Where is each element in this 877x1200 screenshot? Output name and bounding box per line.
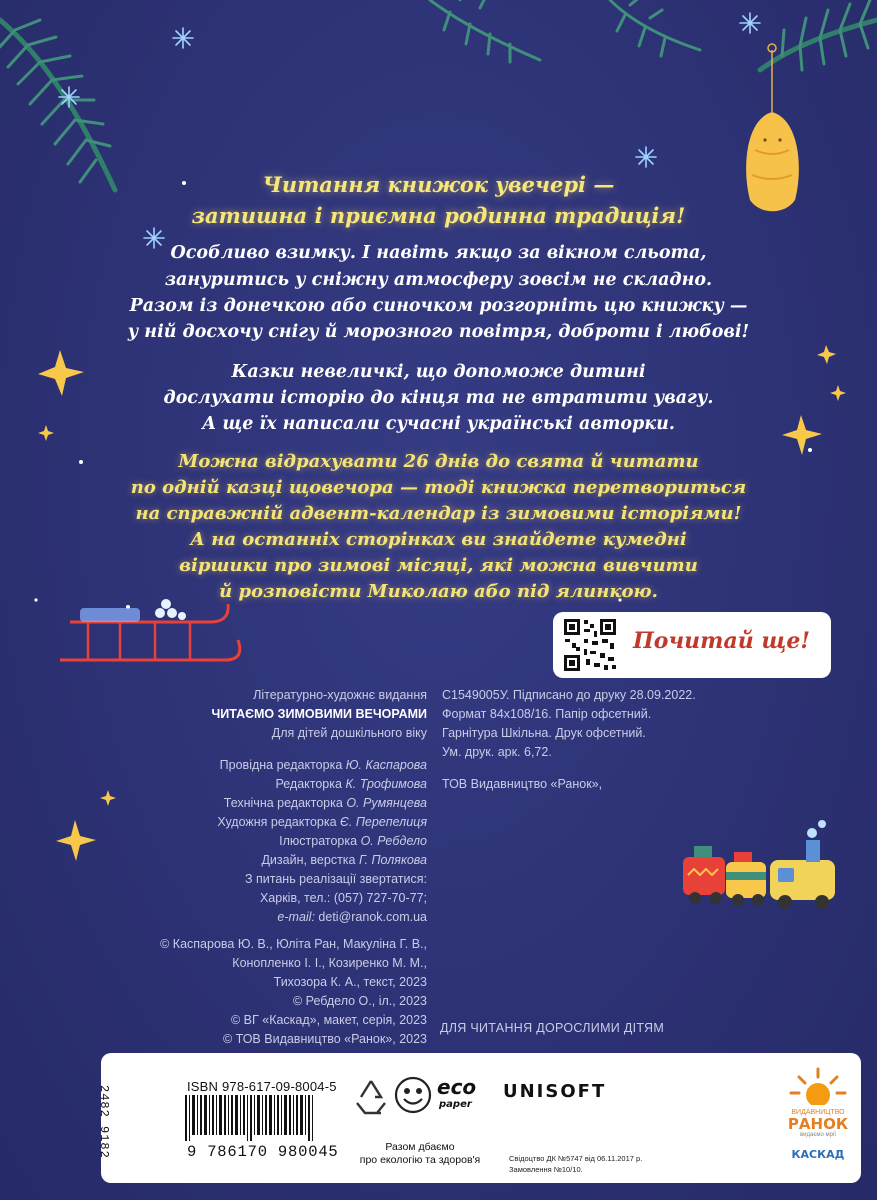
copyright-line: © ТОВ Видавництво «Ранок», 2023	[222, 1032, 427, 1046]
print-info-line: Ум. друк. арк. 6,72.	[442, 745, 552, 759]
intro-line: Разом із донечкою або синочком розгорніть цю книжку —	[129, 296, 748, 316]
print-info-line: С1549005У. Підписано до друку 28.09.2022.	[442, 688, 696, 702]
qr-code-icon[interactable]	[562, 617, 618, 673]
imprint-genre: Літературно-художнє видання	[253, 688, 427, 702]
train-icon	[683, 820, 835, 909]
advent-line: віршики про зимові місяці, які можна вивчити	[179, 555, 698, 576]
publisher-logo	[783, 1065, 853, 1175]
email-link[interactable]: deti@ranok.com.ua	[318, 910, 427, 924]
copyright-line: © ВГ «Каскад», макет, серія, 2023	[230, 1013, 427, 1027]
contact-line: Харків, тел.: (057) 727-70-77;	[259, 891, 427, 905]
unisoft-logo: UNISOFT	[503, 1081, 607, 1102]
credit-name: Ю. Каспарова	[345, 758, 427, 772]
about-line: Казки невеличкі, що допоможе дитині	[231, 362, 646, 382]
eco-caption-line: про екологію та здоров'я	[359, 1154, 481, 1166]
print-info-line: Формат 84х108/16. Папір офсетний.	[442, 707, 652, 721]
eco-label: eco	[437, 1075, 477, 1099]
credit-row	[220, 756, 427, 775]
eco-caption	[345, 1141, 495, 1167]
credit-role: Ілюстраторка	[279, 834, 358, 848]
eco-caption-line: Разом дбаємо	[385, 1141, 455, 1153]
advent-line: Можна відрахувати 26 днів до свята й читати	[178, 451, 699, 472]
logo-tagline: видаємо мрії	[799, 1132, 837, 1138]
isbn-text: ISBN 978-617-09-8004-5	[187, 1079, 337, 1094]
credit-row	[279, 832, 427, 851]
copyright-line: © Каспарова Ю. В., Юліта Ран, Макуліна Г. В.,	[160, 937, 427, 951]
credit-name: Г. Полякова	[358, 853, 427, 867]
credit-role: Дизайн, верстка	[261, 853, 356, 867]
eco-paper-label: paper	[439, 1099, 472, 1110]
barcode-panel	[97, 1053, 861, 1183]
credit-row	[217, 813, 427, 832]
about-line: дослухати історію до кінця та не втратити увагу.	[163, 388, 714, 408]
smiley-icon	[393, 1075, 433, 1115]
email-row	[277, 908, 427, 927]
intro-line: зануритись у сніжну атмосферу зовсім не складно.	[164, 270, 713, 290]
credit-role: Редакторка	[275, 777, 342, 791]
advent-line: А на останніх сторінках ви знайдете кумедні	[190, 529, 687, 550]
credit-role: Технічна редакторка	[223, 796, 343, 810]
imprint-title: ЧИТАЄМО ЗИМОВИМИ ВЕЧОРАМИ	[211, 707, 427, 721]
contact-line: З питань реалізації звертатися:	[244, 872, 427, 886]
credit-row	[224, 794, 427, 813]
barcode-digits: 9 786170 980045	[187, 1143, 339, 1161]
advent-line: по одній казці щовечора — тоді книжка перетвориться	[130, 477, 747, 498]
email-label: e-mail:	[277, 910, 315, 924]
imprint-audience: Для дітей дошкільного віку	[271, 726, 427, 740]
read-more-label[interactable]: Почитай ще!	[633, 628, 810, 654]
side-code: 2482 9182	[97, 1085, 111, 1159]
advent-line: й розповісти Миколаю або під ялинкою.	[219, 581, 658, 602]
advent-line: на справжній адвент-календар із зимовими історіями!	[135, 503, 742, 524]
readers-note: ДЛЯ ЧИТАННЯ ДОРОСЛИМИ ДІТЯМ	[440, 1021, 665, 1035]
logo-ranok: РАНОК	[787, 1115, 849, 1133]
headline-line-1: Читання книжок увечері —	[262, 172, 615, 197]
fir-branch-icon	[430, 0, 877, 70]
fir-branch-icon	[0, 20, 115, 190]
print-info-line: Гарнітура Шкільна. Друк офсетний.	[442, 726, 646, 740]
logo-caption: ВИДАВНИЦТВО	[791, 1109, 845, 1116]
copyright-line: © Ребдело О., іл., 2023	[292, 994, 427, 1008]
sun-icon	[783, 1065, 853, 1105]
credit-row	[275, 775, 427, 794]
sled-icon	[60, 599, 240, 660]
read-more-qr-button[interactable]	[553, 612, 831, 678]
credit-role: Провідна редакторка	[219, 758, 343, 772]
cert-line: Свідоцтво ДК №5747 від 06.11.2017 р.	[509, 1154, 643, 1163]
credit-name: О. Румянцева	[346, 796, 427, 810]
recycle-icon	[351, 1077, 391, 1117]
credit-name: Є. Перепелиця	[340, 815, 427, 829]
cert-line: Замовлення №10/10.	[509, 1165, 583, 1174]
intro-line: Особливо взимку. І навіть якщо за вікном сльота,	[170, 243, 707, 263]
credit-name: О. Ребдело	[360, 834, 427, 848]
logo-kaskad: КАСКАД	[791, 1148, 845, 1161]
credit-role: Художня редакторка	[217, 815, 337, 829]
copyright-line: Конопленко І. І., Козиренко М. М.,	[232, 956, 427, 970]
certificate-info	[509, 1153, 642, 1175]
copyright-line: Тихозора К. А., текст, 2023	[273, 975, 427, 989]
publisher-line: ТОВ Видавництво «Ранок»,	[442, 777, 603, 791]
headline-line-2: затишна і приємна родинна традиція!	[191, 203, 686, 228]
credit-row	[261, 851, 427, 870]
intro-line: у ній досхочу снігу й морозного повітря, доброти і любові!	[127, 322, 750, 342]
credit-name: К. Трофимова	[345, 777, 427, 791]
about-line: А ще їх написали сучасні українські авторки.	[202, 414, 675, 434]
